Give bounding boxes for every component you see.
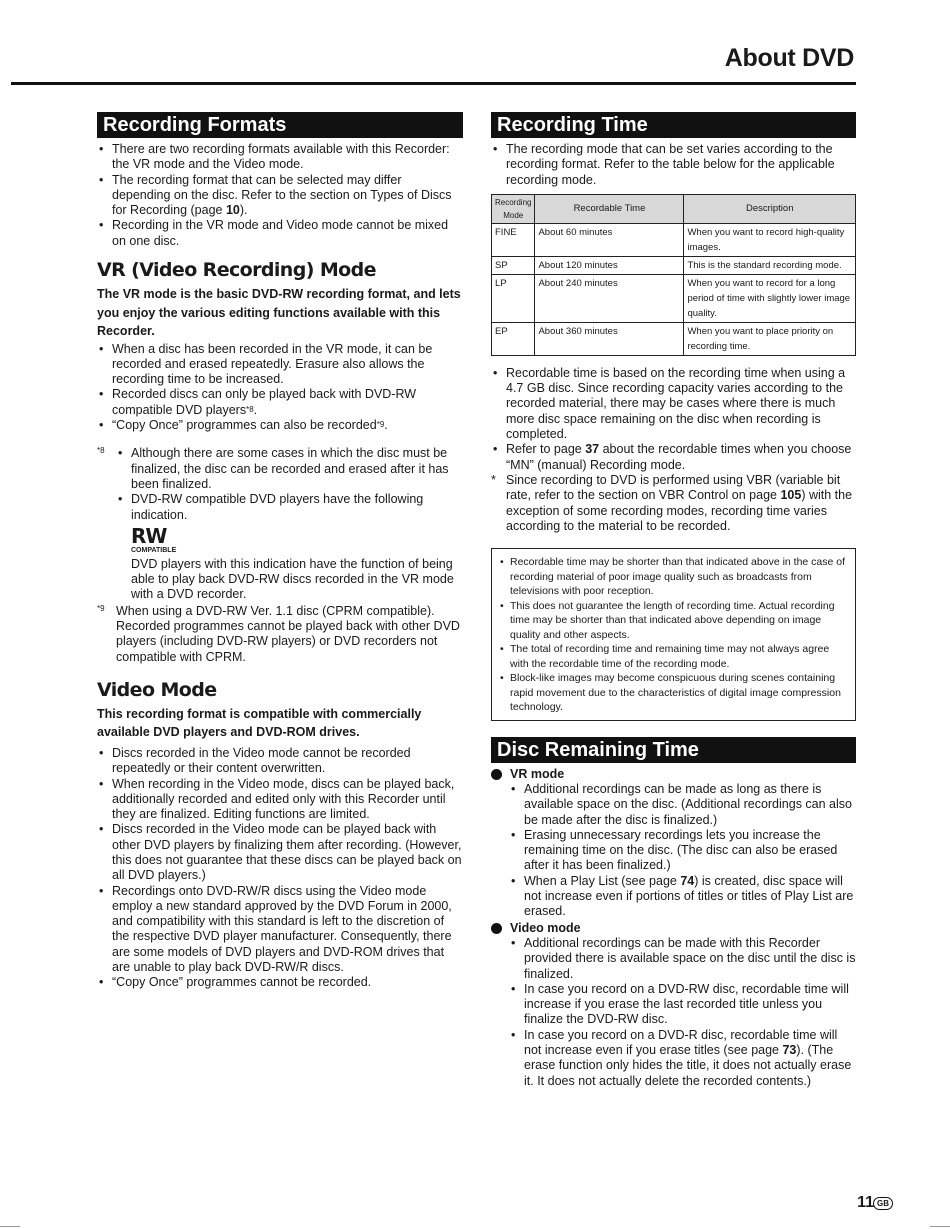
page-ref: 10 [225,203,240,218]
table-row [492,322,856,355]
list-item: • Discs recorded in the Video mode can be played back with other DVD players by finalizing them after recording. (However, this does not guarantee that these discs can be played back on all DVD players.) [97,822,463,883]
video-mode-lead: This recording format is compatible with commercially available DVD players and DVD-ROM drives. [97,706,422,740]
notes-list [500,555,847,715]
list-item: • The total of recording time and remaining time may not always agree with the recordable time of the recording mode. [500,642,847,671]
recording-time-notes-list [491,366,856,534]
table-row [492,256,856,274]
vr-remaining-list [509,782,856,920]
table-cell: About 360 minutes [535,322,684,355]
notes-box [491,548,856,721]
vr-mode-label: VR mode [491,767,856,782]
column-header: Recording Mode [492,194,535,223]
table-cell: About 60 minutes [535,223,684,256]
region-badge: GB [873,1197,893,1210]
video-mode-list [97,746,463,991]
list-item: • The recording format that can be selected may differ depending on the disc. Refer to the section on Types of Discs for Recording (page 10). [97,173,463,219]
table-cell: SP [492,256,535,274]
list-item: • In case you record on a DVD-RW disc, recordable time will increase if you erase the last recorded title unless you finalize the DVD-RW disc. [509,982,856,1028]
page-ref: 105 [780,488,802,503]
vr-mode-lead: The VR mode is the basic DVD-RW recording format, and lets you enjoy the various editing functions available with this Recorder. [97,287,461,339]
list-item: • Recordable time is based on the recording time when using a 4.7 GB disc. Since recording capacity varies according to the recorded material, there may be cases where there is much more disc space remaining on the disc when recording is completed. [491,366,856,442]
vr-mode-heading: VR (Video Recording) Mode [97,259,376,282]
list-item: • Additional recordings can be made as long as there is available space on the disc. (Additional recordings can also be made after the disc is finalized.) [509,782,856,828]
list-item: * Since recording to DVD is performed using VBR (variable bit rate, refer to the section on VBR Control on page 105) with the exception of some recording modes, recording time varies according to the material to be recorded. [491,473,856,534]
right-column [491,112,856,1089]
video-remaining-list [509,936,856,1089]
table-cell: EP [492,322,535,355]
video-mode-label: Video mode [491,921,856,936]
footnote-mark: *9 [97,603,105,613]
list-item: • Discs recorded in the Video mode cannot be recorded repeatedly or their content overwritten. [97,746,463,777]
table-cell: This is the standard recording mode. [684,256,856,274]
recording-formats-list [97,142,463,249]
list-item: • “Copy Once” programmes can also be recorded$^{*9}$. [97,418,463,433]
table-cell: FINE [492,223,535,256]
table-cell: About 120 minutes [535,256,684,274]
title-rule [11,82,856,85]
column-header: Description [684,194,856,223]
list-item: • Block-like images may become conspicuous during scenes containing rapid movement due to the characteristics of digital image compression technology. [500,671,847,715]
column-header: Recordable Time [535,194,684,223]
list-item: • Although there are some cases in which the disc must be finalized, the disc can be recorded and erased after it has been finalized. [116,446,463,492]
list-item: • Recordings onto DVD-RW/R discs using the Video mode employ a new standard approved by the DVD Forum in 2000, and compatibility with this standard is left to the discretion of the respective DVD player manufacturer. Consequently, there are some models of DVD players and DVD-ROM drives that are unable to play back DVD-RW/R discs. [97,884,463,976]
table-cell: When you want to record high-quality images. [684,223,856,256]
crop-mark [930,1226,950,1227]
footnote-9: *9 When using a DVD-RW Ver. 1.1 disc (CPRM compatible). Recorded programmes cannot be played back with other DVD players (including DVD-RW players) or DVD recorders not compatible with CPRM. [97,603,460,664]
logo-caption: DVD players with this indication have the function of being able to play back DVD-RW discs recorded in the VR mode with a DVD recorder. [131,556,454,602]
footnote-8 [97,446,463,602]
recording-time-intro [491,142,856,188]
recording-formats-heading: Recording Formats [97,112,463,138]
table-row [492,274,856,322]
list-item: • “Copy Once” programmes cannot be recorded. [97,975,463,990]
footnote-ref: *8 [246,404,254,414]
video-mode-heading: Video Mode [97,678,217,701]
list-item: • The recording mode that can be set varies according to the recording format. Refer to the table below for the applicable recording mode. [491,142,856,188]
list-item: • Refer to page 37 about the recordable times when you choose “MN” (manual) Recording mode. [491,442,856,473]
list-item: • In case you record on a DVD-R disc, recordable time will not increase even if you erase titles (see page 73). (The erase function only hides the title, it does not actually erase it. It does not actually delete the recorded contents.) [509,1028,856,1089]
recording-mode-table [491,194,856,356]
list-item: • Recordable time may be shorter than that indicated above in the case of recording material of poor image quality such as broadcasts from televisions with poor reception. [500,555,847,599]
bullet-dot-icon [491,769,502,780]
table-cell: About 240 minutes [535,274,684,322]
table-cell: When you want to record for a long period of time with slightly lower image quality. [684,274,856,322]
list-item: • When a Play List (see page 74) is created, disc space will not increase even if portions of titles or titles of Play List are erased. [509,874,856,920]
page-ref: 73 [782,1043,797,1057]
footnote-8-list [116,446,463,522]
list-item: • DVD-RW compatible DVD players have the following indication. [116,492,463,523]
footnote-ref: *9 [376,420,385,430]
page-ref: 74 [680,873,695,888]
table-header-row [492,194,856,223]
list-item: • This does not guarantee the length of recording time. Actual recording time may be shorter than that indicated above depending on image quality and other aspects. [500,599,847,643]
table-cell: When you want to place priority on recording time. [684,322,856,355]
disc-remaining-heading: Disc Remaining Time [491,737,856,763]
list-item: • When recording in the Video mode, discs can be played back, additionally recorded and edited only with this Recorder until they are finalized. Editing functions are limited. [97,777,463,823]
recording-time-heading: Recording Time [491,112,856,138]
page-title: About DVD [724,44,854,72]
left-column [97,112,463,991]
crop-mark [0,1226,20,1227]
list-item: • There are two recording formats available with this Recorder: the VR mode and the Video mode. [97,142,463,173]
list-item: • Recorded discs can only be played back with DVD-RW compatible DVD players$^{*8}$. [97,387,463,418]
bullet-dot-icon [491,923,502,934]
rw-compatible-logo: RW COMPATIBLE [131,523,177,554]
table-row [492,223,856,256]
list-item: • Erasing unnecessary recordings lets you increase the remaining time on the disc. (The disc can also be erased after it has been finalized.) [509,828,856,874]
list-item: • Additional recordings can be made with this Recorder provided there is available space on the disc until the disc is finalized. [509,936,856,982]
page-number: 11 [857,1194,874,1211]
table-cell: LP [492,274,535,322]
footnote-mark: *8 [97,446,105,456]
list-item: • Recording in the VR mode and Video mode cannot be mixed on one disc. [97,218,463,249]
vr-mode-list [97,342,463,434]
page-ref: 37 [585,442,600,457]
list-item: • When a disc has been recorded in the VR mode, it can be recorded and erased repeatedly. Erasure also allows the recording time to be increased. [97,342,463,388]
